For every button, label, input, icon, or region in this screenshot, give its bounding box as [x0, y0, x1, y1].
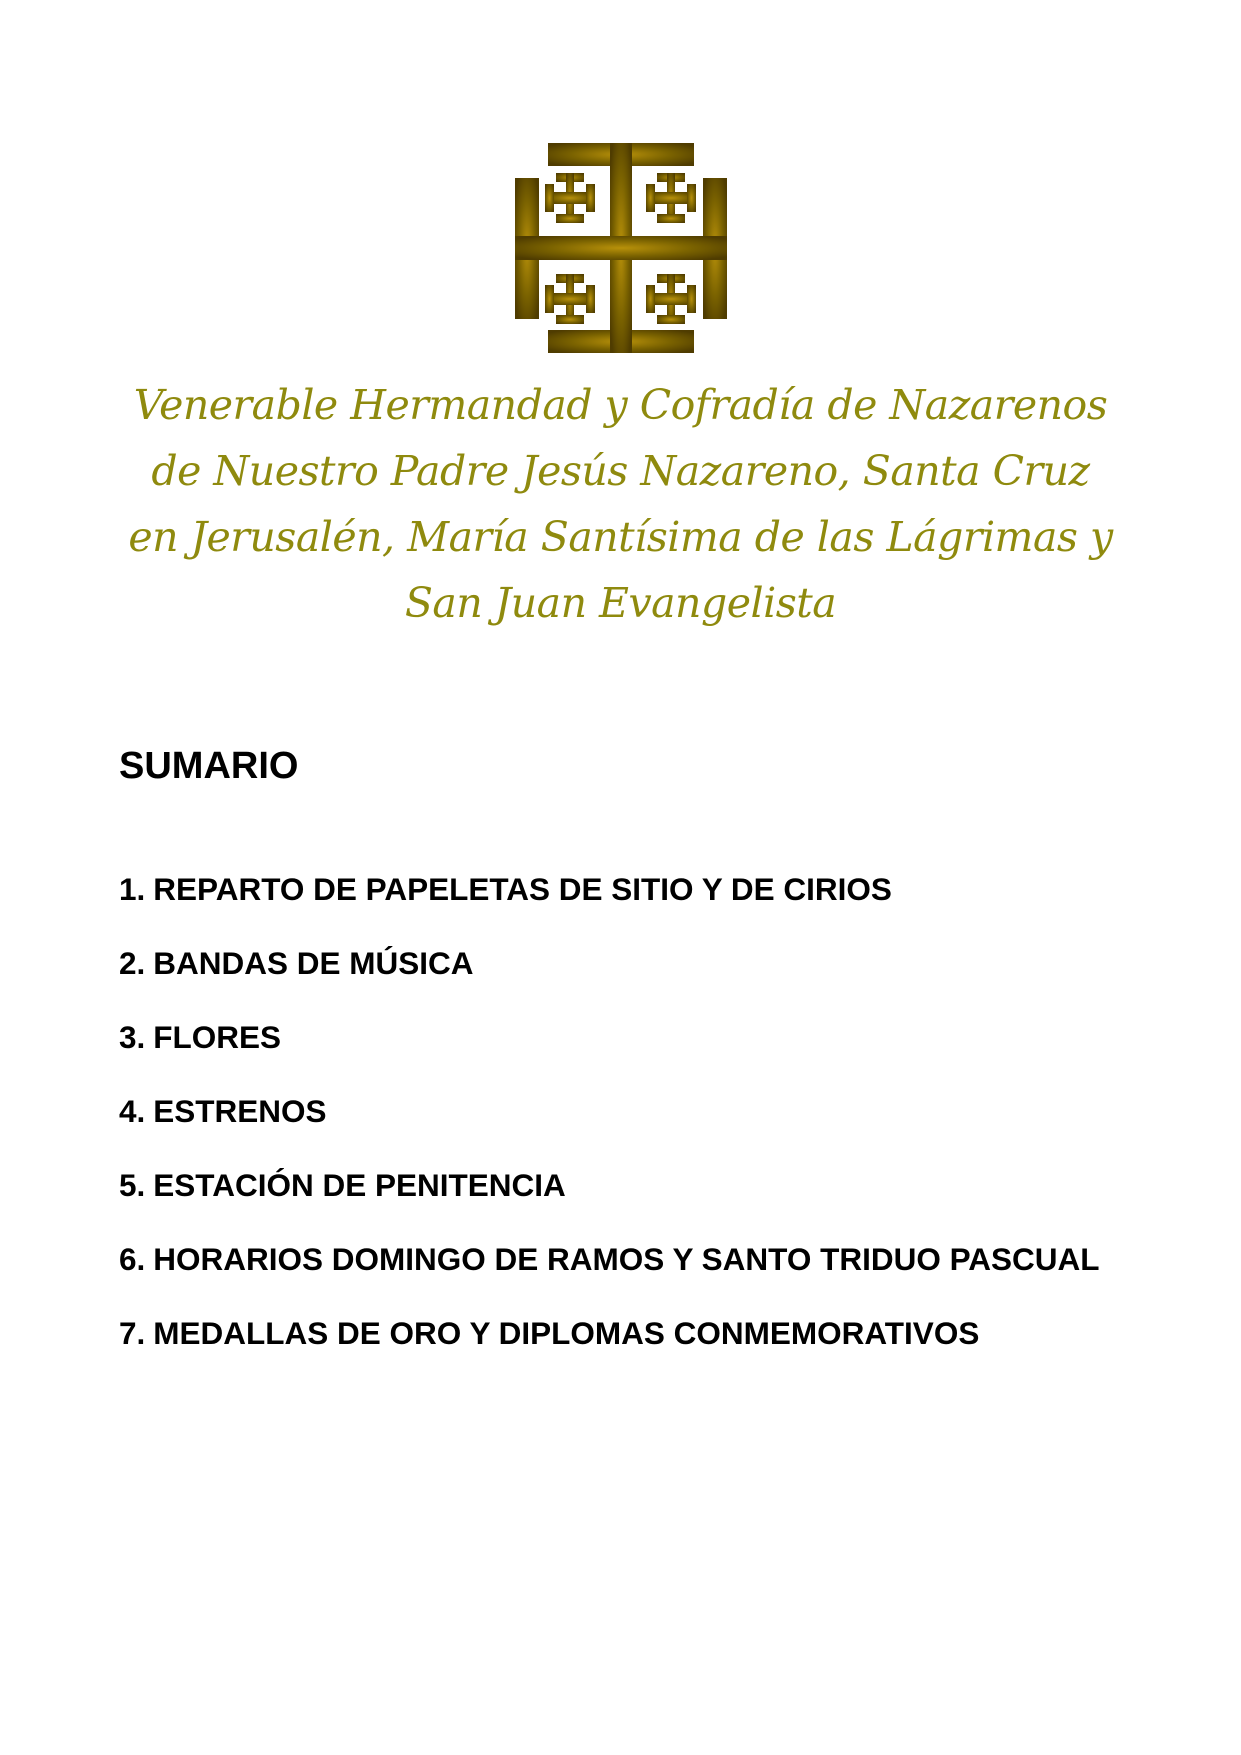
- jerusalem-cross-icon: [515, 143, 727, 353]
- title-line: San Juan Evangelista: [404, 579, 837, 627]
- summary-item: [119, 1168, 1100, 1242]
- summary-item-label: FLORES: [153, 1019, 282, 1055]
- summary-item-number: 2.: [119, 945, 146, 981]
- summary-item-label: MEDALLAS DE ORO Y DIPLOMAS CONMEMORATIVOS: [153, 1315, 980, 1351]
- summary-item: [119, 1242, 1100, 1316]
- summary-item: [119, 1094, 1100, 1168]
- summary-item: [119, 1316, 1100, 1390]
- summary-item-number: 4.: [119, 1093, 146, 1129]
- summary-item-number: 3.: [119, 1019, 146, 1055]
- summary-item-label: BANDAS DE MÚSICA: [153, 945, 474, 981]
- title-line: en Jerusalén, María Santísima de las Lágrimas y: [128, 513, 1113, 561]
- title-line: Venerable Hermandad y Cofradía de Nazarenos: [133, 381, 1108, 429]
- summary-item-label: ESTACIÓN DE PENITENCIA: [153, 1167, 566, 1203]
- summary-item-label: REPARTO DE PAPELETAS DE SITIO Y DE CIRIOS: [153, 871, 892, 907]
- summary-item: [119, 1020, 1100, 1094]
- summary-list: [119, 872, 1100, 1390]
- summary-item-number: 7.: [119, 1315, 146, 1351]
- summary-item: [119, 946, 1100, 1020]
- title-line: de Nuestro Padre Jesús Nazareno, Santa Cruz: [151, 447, 1090, 495]
- summary-heading: SUMARIO: [119, 745, 299, 787]
- summary-item-number: 6.: [119, 1241, 146, 1277]
- summary-item-number: 5.: [119, 1167, 146, 1203]
- summary-item-label: ESTRENOS: [153, 1093, 327, 1129]
- summary-item: [119, 872, 1100, 946]
- summary-item-number: 1.: [119, 871, 146, 907]
- brotherhood-title: [0, 372, 1241, 636]
- summary-item-label: HORARIOS DOMINGO DE RAMOS Y SANTO TRIDUO PASCUAL: [153, 1241, 1100, 1277]
